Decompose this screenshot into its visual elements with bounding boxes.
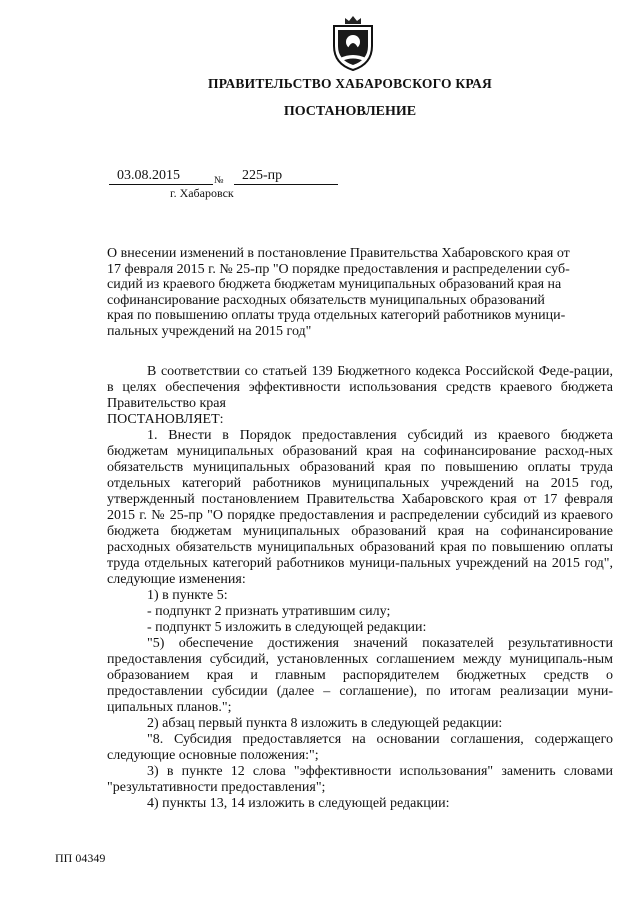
footer-code: ПП 04349 [55,851,106,865]
document-subject [107,246,613,339]
document-date: 03.08.2015 [109,168,213,185]
body-paragraph: "5) обеспечение достижения значений показателей результативности предоставления субсидий, установленных соглашением между муниципаль-ным образованием края и главным распорядителем бюджетных средств о предоставлении субсидии (далее – соглашение), по итогам реализации муни-ципальных планов."; [107,636,613,715]
body-paragraph: - подпункт 5 изложить в следующей редакции: [147,620,427,635]
body-paragraph: - подпункт 2 признать утратившим силу; [147,604,391,619]
subject-line: софинансирование расходных обязательств муниципальных образований [107,292,545,308]
document-type-title: ПОСТАНОВЛЕНИЕ [283,104,417,119]
subject-line: сидий из краевого бюджета бюджетам муниципальных образований края на [107,277,562,292]
subject-line: О внесении изменений в постановление Правительства Хабаровского края от [107,246,570,261]
body-paragraph: В соответствии со статьей 139 Бюджетного кодекса Российской Феде-рации, в целях обеспечения эффективности использования средств краевого бюджета Правительство края [107,364,613,411]
document-body [107,364,613,812]
document-number: 225-пр [234,168,338,185]
subject-line: края по повышению оплаты труда отдельных категорий работников муници- [107,308,566,323]
body-paragraph: 4) пункты 13, 14 изложить в следующей редакции: [147,796,450,811]
body-paragraph: 1) в пункте 5: [147,588,228,603]
body-paragraph: 1. Внести в Порядок предоставления субсидий из краевого бюджета бюджетам муниципальных образований края на софинансирование расход-ных обязательств муниципальных образований края по повышению оплаты труда отдельных категорий работников муниципальных учреждений на 2015 год, утвержденный постановлением Правительства Хабаровского края от 17 февраля 2015 г. № 25-пр "О порядке предоставления и распределении субсидий из краевого бюджета бюджетам муниципальных образований края на софинансирование расходных обязательств муниципальных образований края по повышению оплаты труда отдельных категорий работников муници-пальных учреждений на 2015 год", следующие изменения: [107,428,613,587]
body-paragraph: 3) в пункте 12 слова "эффективности использования" заменить словами "результативности предоставления"; [107,764,613,795]
resolves-heading: ПОСТАНОВЛЯЕТ: [107,412,224,427]
organization-title: ПРАВИТЕЛЬСТВО ХАБАРОВСКОГО КРАЯ [208,76,492,91]
body-paragraph: 2) абзац первый пункта 8 изложить в следующей редакции: [147,716,503,731]
body-paragraph: "8. Субсидия предоставляется на основании соглашения, содержащего следующие основные положения:"; [107,732,613,763]
subject-line: пальных учреждений на 2015 год" [107,323,312,339]
document-place: г. Хабаровск [170,186,234,200]
coat-of-arms-icon [330,14,376,72]
number-sign: № [214,175,224,186]
subject-line: 17 февраля 2015 г. № 25-пр "О порядке предоставления и распределении суб- [107,261,570,277]
